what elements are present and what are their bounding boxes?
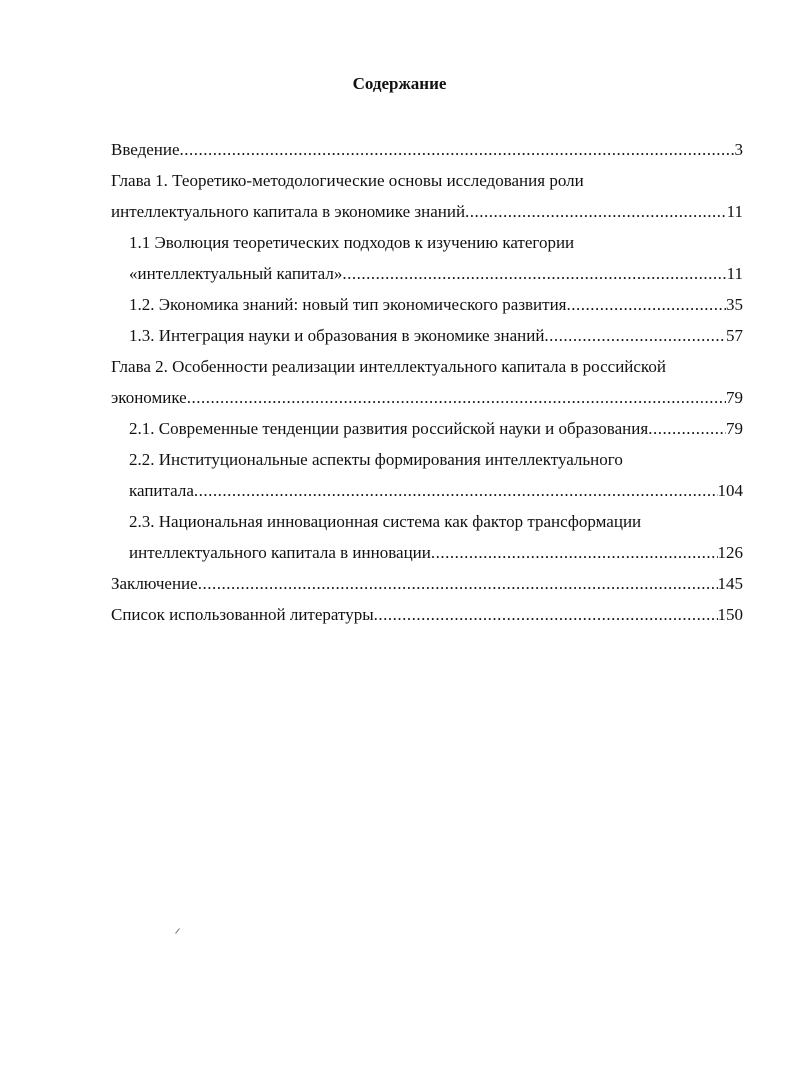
toc-entry-text: интеллектуального капитала в инновации	[129, 543, 431, 562]
dot-leader	[194, 475, 718, 506]
toc-entry-text: Глава 1. Теоретико-методологические основы исследования роли	[111, 171, 584, 190]
toc-entry-section-1-2	[111, 289, 743, 320]
toc-entry-chapter-1	[111, 165, 743, 196]
page-title: Содержание	[352, 74, 447, 93]
toc-entry-section-1-1-continued	[111, 258, 743, 289]
dot-leader	[431, 537, 718, 568]
toc-entry-section-2-3-continued	[111, 537, 743, 568]
dot-leader	[567, 289, 726, 320]
toc-entry-text: Глава 2. Особенности реализации интеллектуального капитала в российской	[111, 357, 666, 376]
toc-page-number: 11	[726, 264, 743, 283]
toc-entry-section-1-1	[111, 227, 743, 258]
toc-entry-text: Введение	[111, 140, 180, 159]
toc-entry-text: 2.1. Современные тенденции развития российской науки и образования	[129, 419, 649, 438]
toc-entry-text: экономике	[111, 388, 187, 407]
toc-entry-section-2-1	[111, 413, 743, 444]
toc-page-number: 79	[726, 419, 743, 438]
toc-entry-conclusion	[111, 568, 743, 599]
toc-entry-section-2-2-continued	[111, 475, 743, 506]
dot-leader	[342, 258, 726, 289]
toc-page-number: 57	[726, 326, 743, 345]
toc-page-number: 126	[717, 543, 743, 562]
toc-page-number: 104	[717, 481, 743, 500]
toc-page-number: 150	[717, 605, 743, 624]
toc-entry-chapter-1-continued	[111, 196, 743, 227]
toc-entry-chapter-2-continued	[111, 382, 743, 413]
toc-entry-text: Список использованной литературы	[111, 605, 374, 624]
toc-entry-text: капитала	[129, 481, 194, 500]
toc-entry-text: Заключение	[111, 574, 198, 593]
toc-page-number: 79	[726, 388, 743, 407]
toc-page-number: 35	[726, 295, 743, 314]
toc-entry-text: 2.2. Институциональные аспекты формирования интеллектуального	[129, 450, 623, 469]
toc-entry-text: 1.1 Эволюция теоретических подходов к изучению категории	[129, 233, 575, 252]
table-of-contents	[111, 134, 743, 630]
toc-entry-section-2-2	[111, 444, 743, 475]
toc-entry-text: 1.2. Экономика знаний: новый тип экономического развития	[129, 295, 567, 314]
dot-leader	[465, 196, 727, 227]
toc-entry-introduction	[111, 134, 743, 165]
dot-leader	[180, 134, 735, 165]
toc-entry-text: «интеллектуальный капитал»	[129, 264, 343, 283]
toc-page-number: 11	[726, 202, 743, 221]
dot-leader	[374, 599, 718, 630]
dot-leader	[544, 320, 726, 351]
toc-entry-chapter-2	[111, 351, 743, 382]
dot-leader	[648, 413, 726, 444]
toc-entry-text: 1.3. Интеграция науки и образования в экономике знаний	[129, 326, 545, 345]
toc-page-number: 3	[734, 140, 743, 159]
toc-page-number: 145	[717, 574, 743, 593]
dot-leader	[187, 382, 726, 413]
dot-leader	[198, 568, 718, 599]
toc-entry-text: 2.3. Национальная инновационная система как фактор трансформации	[129, 512, 642, 531]
scan-mark	[175, 928, 180, 934]
toc-entry-text: интеллектуального капитала в экономике знаний	[111, 202, 466, 221]
toc-entry-section-1-3	[111, 320, 743, 351]
toc-entry-references	[111, 599, 743, 630]
toc-entry-section-2-3	[111, 506, 743, 537]
